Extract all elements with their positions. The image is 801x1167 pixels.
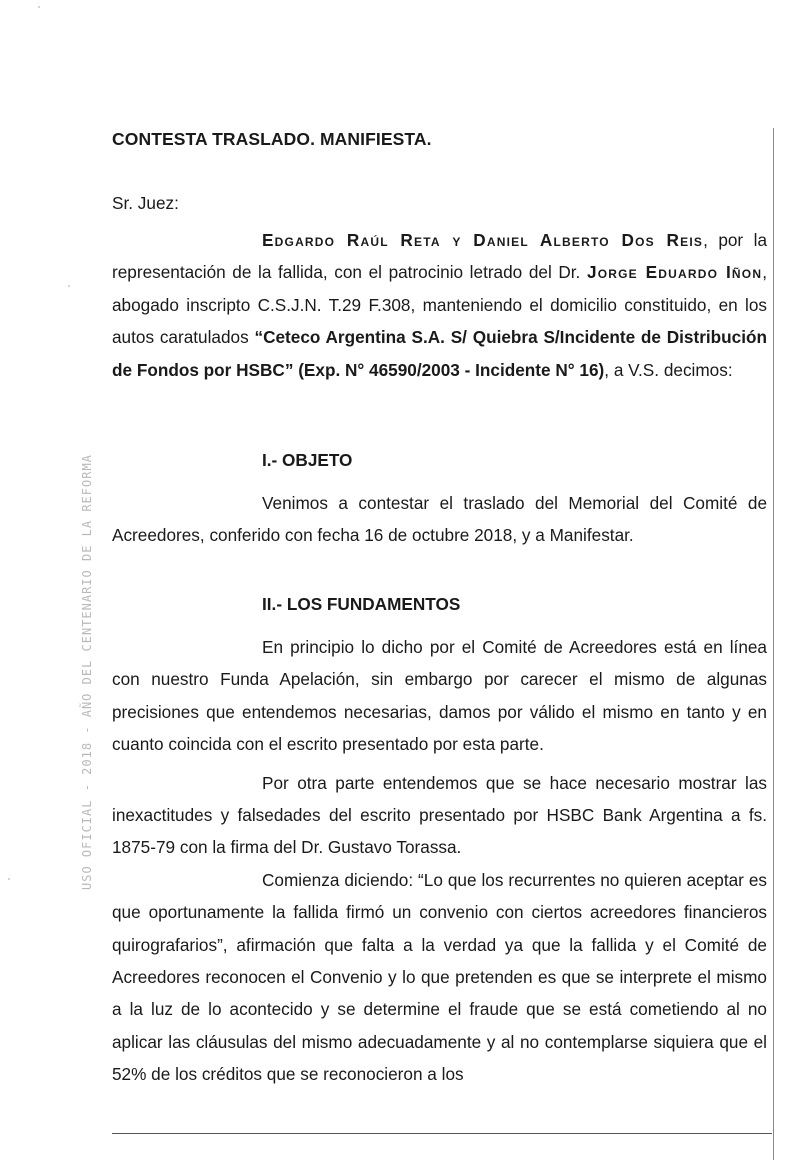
intro-text-2: , abogado inscripto C.S.J.N. T.29 F.308, manteniendo el domicilio constituido, en los autos caratulados [112,262,767,348]
section-2-paragraph-2: Por otra parte entendemos que se hace necesario mostrar las inexactitudes y falsedades del escrito presentado por HSBC Bank Argentina a fs. 1875-79 con la firma del Dr. Gustavo Torassa. [112,772,767,858]
stamp-text: USO OFICIAL - 2018 - AÑO DEL CENTENARIO DE LA REFORMA [80,454,94,890]
intro-text-1: , por la representación de la fallida, con el patrocinio letrado del Dr. [112,230,768,283]
document-heading: CONTESTA TRASLADO. MANIFIESTA. [112,129,432,149]
salutation: Sr. Juez: [112,193,179,213]
scan-speck [38,6,40,8]
section-2-paragraphs [112,631,767,1091]
section-1-text: Venimos a contestar el traslado del Memorial del Comité de Acreedores, conferido con fecha 16 de octubre 2018, y a Manifestar. [112,493,767,546]
right-margin-line [773,128,774,1160]
section-1-paragraph [112,487,767,552]
section-2-paragraph-3: Comienza diciendo: “Lo que los recurrentes no quieren aceptar es que oportunamente la fallida firmó un convenio con ciertos acreedores financieros quirografarios”, afirmación que falta a la verdad ya que la fallida y el Comité de Acreedores reconocen el Convenio y lo que pretenden es que se interprete el mismo a la luz de lo acontecido y se determine el fraude que se está cometiendo al no aplicar las cláusulas del mismo adecuadamente y al no contemplarse siquiera que el 52% de los créditos que se reconocieron a los [112,869,767,1085]
scan-speck [68,285,70,287]
scan-speck [8,878,10,880]
intro-paragraph [112,224,767,386]
section-2-title: II.- LOS FUNDAMENTOS [262,594,461,614]
section-1-title: I.- OBJETO [262,450,353,470]
intro-text-3: , a V.S. decimos: [604,359,733,380]
party-names: Edgardo Raúl Reta y Daniel Alberto Dos Reis [262,230,704,250]
section-2-paragraph-1: En principio lo dicho por el Comité de Acreedores está en línea con nuestro Funda Apelación, sin embargo por carecer el mismo de algunas precisiones que entendemos necesarias, damos por válido el mismo en tanto y en cuanto coincida con el escrito presentado por esta parte. [112,637,767,755]
bottom-line [112,1133,772,1134]
lawyer-name: Jorge Eduardo Iñon [586,262,763,283]
case-title: “Ceteco Argentina S.A. S/ Quiebra S/Incidente de Distribución de Fondos por HSBC” (Exp. N° 46590/2003 - Incidente N° 16) [112,327,767,380]
official-stamp [58,454,94,890]
